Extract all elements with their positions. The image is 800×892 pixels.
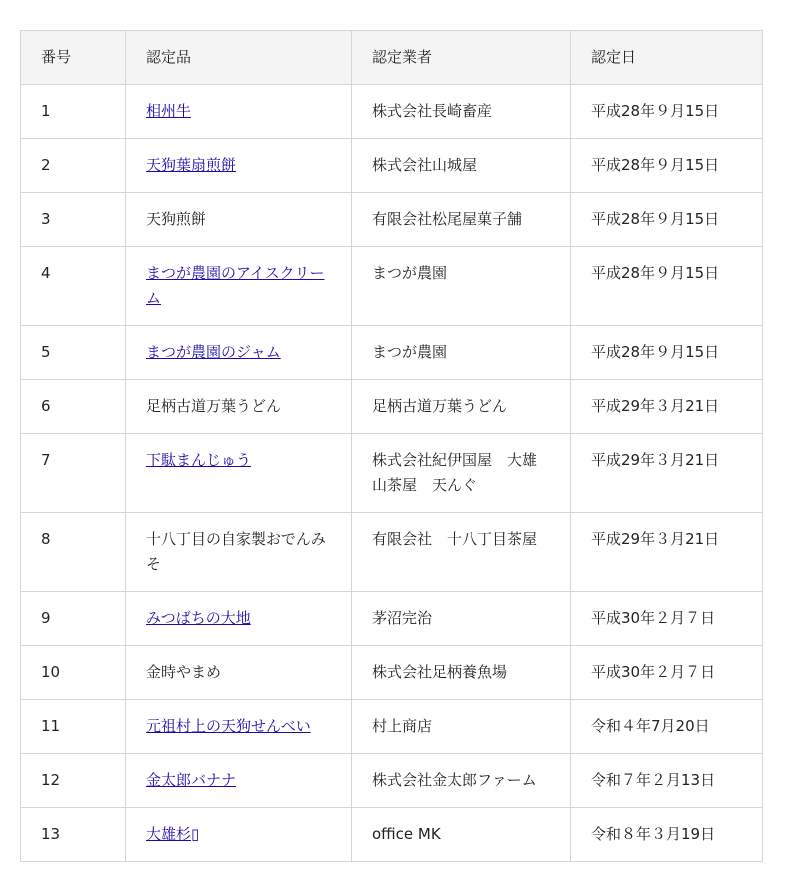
header-row <box>21 31 763 85</box>
product-cell <box>126 592 352 646</box>
company-cell <box>352 380 571 434</box>
product-cell <box>126 139 352 193</box>
product-link[interactable]: まつが農園のジャム <box>146 343 281 361</box>
product-cell <box>126 646 352 700</box>
company-name: 株式会社山城屋 <box>372 156 478 174</box>
row-number: 13 <box>41 825 61 843</box>
company-name: 株式会社足柄養魚場 <box>372 663 508 681</box>
table-row <box>21 700 763 754</box>
header-company: 認定業者 <box>352 31 571 85</box>
date-cell <box>571 434 763 513</box>
row-number-cell <box>21 193 126 247</box>
company-cell <box>352 754 571 808</box>
row-number-cell <box>21 139 126 193</box>
table-header <box>21 31 763 85</box>
table-body <box>21 85 763 862</box>
product-cell <box>126 754 352 808</box>
company-cell <box>352 326 571 380</box>
header-date: 認定日 <box>571 31 763 85</box>
product-name: 金時やまめ <box>146 663 222 681</box>
company-name: 株式会社長崎畜産 <box>372 102 493 120</box>
date-cell <box>571 700 763 754</box>
company-cell <box>352 139 571 193</box>
company-cell <box>352 808 571 862</box>
company-name: 村上商店 <box>372 717 433 735</box>
table-row <box>21 754 763 808</box>
product-link[interactable]: 天狗葉扇煎餅 <box>146 156 237 174</box>
product-cell <box>126 380 352 434</box>
product-cell <box>126 193 352 247</box>
company-cell <box>352 85 571 139</box>
certification-date: 平成29年３月21日 <box>591 530 720 548</box>
company-name: まつが農園 <box>372 264 448 282</box>
product-link[interactable]: まつが農園のアイスクリーム <box>146 264 325 307</box>
row-number: 11 <box>41 717 61 735</box>
company-cell <box>352 434 571 513</box>
certification-date: 令和８年３月19日 <box>591 825 716 843</box>
date-cell <box>571 754 763 808</box>
product-name: 天狗煎餅 <box>146 210 207 228</box>
company-name: 茅沼完治 <box>372 609 433 627</box>
certification-date: 平成28年９月15日 <box>591 156 720 174</box>
date-cell <box>571 85 763 139</box>
row-number-cell <box>21 700 126 754</box>
certification-date: 平成28年９月15日 <box>591 102 720 120</box>
product-cell <box>126 513 352 592</box>
product-name: 足柄古道万葉うどん <box>146 397 282 415</box>
certification-date: 平成28年９月15日 <box>591 264 720 282</box>
date-cell <box>571 139 763 193</box>
table-row <box>21 434 763 513</box>
certification-table <box>20 30 763 862</box>
header-product: 認定品 <box>126 31 352 85</box>
company-cell <box>352 592 571 646</box>
product-name: 十八丁目の自家製おでんみそ <box>146 530 326 573</box>
product-cell <box>126 85 352 139</box>
product-link[interactable]: 元祖村上の天狗せんべい <box>146 717 311 735</box>
row-number: 3 <box>41 210 51 228</box>
company-name: 有限会社 十八丁目茶屋 <box>372 530 538 548</box>
date-cell <box>571 193 763 247</box>
table-row <box>21 139 763 193</box>
row-number-cell <box>21 85 126 139</box>
header-number: 番号 <box>21 31 126 85</box>
date-cell <box>571 380 763 434</box>
company-name: 株式会社紀伊国屋 大雄山茶屋 天んぐ <box>372 451 538 494</box>
table-row <box>21 808 763 862</box>
certification-date: 令和４年7月20日 <box>591 717 710 735</box>
certification-date: 平成29年３月21日 <box>591 397 720 415</box>
product-link[interactable]: 大雄杉▯ <box>146 825 200 843</box>
table-row <box>21 85 763 139</box>
row-number: 7 <box>41 451 51 469</box>
date-cell <box>571 247 763 326</box>
company-cell <box>352 646 571 700</box>
certification-date: 平成28年９月15日 <box>591 210 720 228</box>
company-cell <box>352 700 571 754</box>
date-cell <box>571 513 763 592</box>
row-number: 6 <box>41 397 51 415</box>
row-number-cell <box>21 434 126 513</box>
product-link[interactable]: みつばちの大地 <box>146 609 251 627</box>
table-row <box>21 646 763 700</box>
product-cell <box>126 808 352 862</box>
date-cell <box>571 326 763 380</box>
company-name: office MK <box>372 825 441 843</box>
company-cell <box>352 513 571 592</box>
certification-date: 平成30年２月７日 <box>591 609 716 627</box>
table-row <box>21 247 763 326</box>
company-name: 株式会社金太郎ファーム <box>372 771 537 789</box>
date-cell <box>571 646 763 700</box>
company-cell <box>352 247 571 326</box>
certification-date: 平成30年２月７日 <box>591 663 716 681</box>
row-number-cell <box>21 513 126 592</box>
table-row <box>21 592 763 646</box>
date-cell <box>571 592 763 646</box>
product-cell <box>126 326 352 380</box>
table-row <box>21 193 763 247</box>
date-cell <box>571 808 763 862</box>
table-row <box>21 326 763 380</box>
company-name: 足柄古道万葉うどん <box>372 397 508 415</box>
product-cell <box>126 434 352 513</box>
row-number-cell <box>21 326 126 380</box>
certification-date: 令和７年２月13日 <box>591 771 716 789</box>
company-name: まつが農園 <box>372 343 448 361</box>
table-row <box>21 380 763 434</box>
row-number-cell <box>21 754 126 808</box>
row-number: 1 <box>41 102 51 120</box>
row-number: 9 <box>41 609 51 627</box>
row-number-cell <box>21 592 126 646</box>
row-number: 2 <box>41 156 51 174</box>
row-number-cell <box>21 247 126 326</box>
product-link[interactable]: 金太郎バナナ <box>146 771 237 789</box>
row-number: 10 <box>41 663 61 681</box>
product-link[interactable]: 相州牛 <box>146 102 192 120</box>
product-cell <box>126 700 352 754</box>
row-number-cell <box>21 646 126 700</box>
row-number: 4 <box>41 264 51 282</box>
row-number-cell <box>21 808 126 862</box>
certification-date: 平成28年９月15日 <box>591 343 720 361</box>
table-row <box>21 513 763 592</box>
row-number-cell <box>21 380 126 434</box>
row-number: 12 <box>41 771 61 789</box>
certification-date: 平成29年３月21日 <box>591 451 720 469</box>
product-cell <box>126 247 352 326</box>
row-number: 5 <box>41 343 51 361</box>
product-link[interactable]: 下駄まんじゅう <box>146 451 252 469</box>
row-number: 8 <box>41 530 51 548</box>
company-cell <box>352 193 571 247</box>
company-name: 有限会社松尾屋菓子舗 <box>372 210 523 228</box>
